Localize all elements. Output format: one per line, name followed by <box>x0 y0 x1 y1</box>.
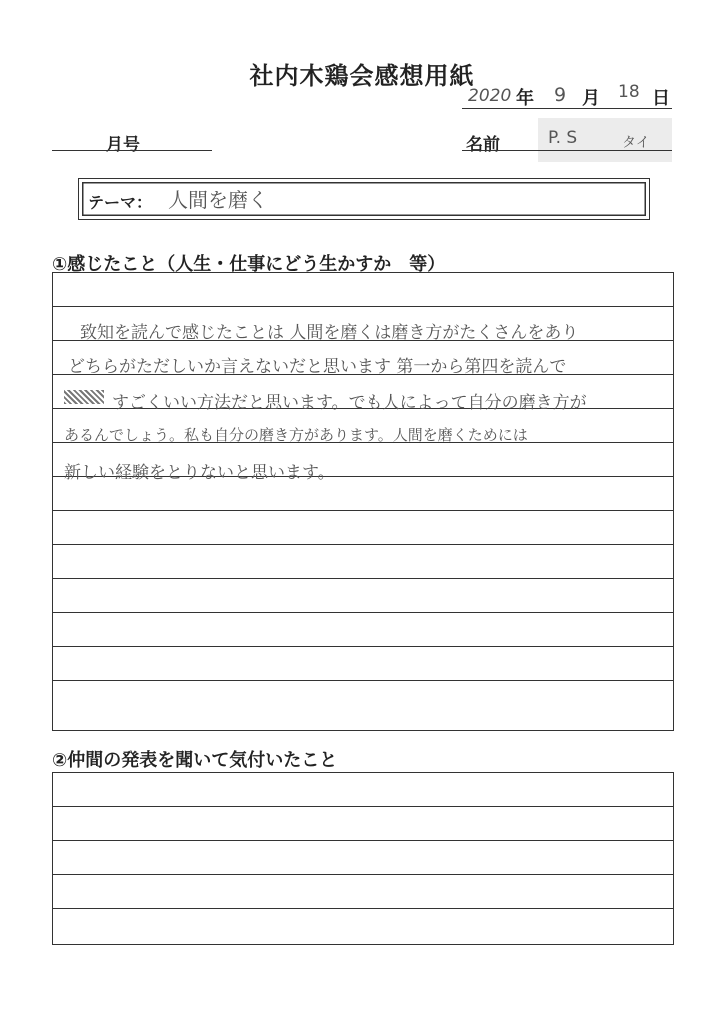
ruled-line <box>53 681 673 731</box>
issue-label: 月号 <box>106 135 140 155</box>
theme-label: テーマ： <box>88 193 153 212</box>
year-handwritten: 2020 <box>468 86 512 106</box>
ruled-line <box>53 545 673 579</box>
name-underline <box>462 150 672 151</box>
section2-grid <box>52 772 674 945</box>
ruled-line <box>53 511 673 545</box>
form-title: 社内木鶏会感想用紙 <box>249 62 475 90</box>
section1-heading: ①感じたこと（人生・仕事にどう生かすか 等） <box>52 254 446 275</box>
day-label: 日 <box>652 88 670 109</box>
month-label: 月 <box>582 88 600 109</box>
handwritten-line: 致知を読んで感じたことは 人間を磨くは磨き方がたくさんをあり <box>80 323 579 343</box>
ruled-line <box>53 273 673 307</box>
theme-box <box>78 178 650 220</box>
handwritten-line: あるんでしょう。私も自分の磨き方があります。人間を磨くためには <box>64 426 528 444</box>
handwritten-line: すごくいい方法だと思います。でも人によって自分の磨き方が <box>112 393 587 413</box>
section2-heading: ②仲間の発表を聞いて気付いたこと <box>52 750 338 771</box>
date-underline <box>462 108 672 109</box>
ruled-line <box>53 807 673 841</box>
name-handwritten: P. S <box>548 128 578 148</box>
ruled-line <box>53 773 673 807</box>
year-label: 年 <box>516 88 534 109</box>
issue-underline <box>52 150 212 151</box>
day-handwritten: 18 <box>618 82 640 102</box>
date-row <box>462 84 674 110</box>
handwritten-line: 新しい経験をとりないと思います。 <box>64 463 335 483</box>
ruled-line <box>53 909 673 945</box>
ruled-line <box>53 841 673 875</box>
name-handwritten-suffix: タイ <box>622 135 650 151</box>
ruled-line <box>53 875 673 909</box>
ruled-line <box>53 647 673 681</box>
ruled-line <box>53 579 673 613</box>
name-label: 名前 <box>466 135 500 155</box>
month-handwritten: 9 <box>554 84 567 106</box>
theme-handwritten: 人間を磨く <box>168 188 268 212</box>
handwritten-line: どちらがただしいか言えないだと思います 第一から第四を読んで <box>68 357 567 377</box>
ruled-line <box>53 613 673 647</box>
scribble-mark <box>64 390 104 404</box>
